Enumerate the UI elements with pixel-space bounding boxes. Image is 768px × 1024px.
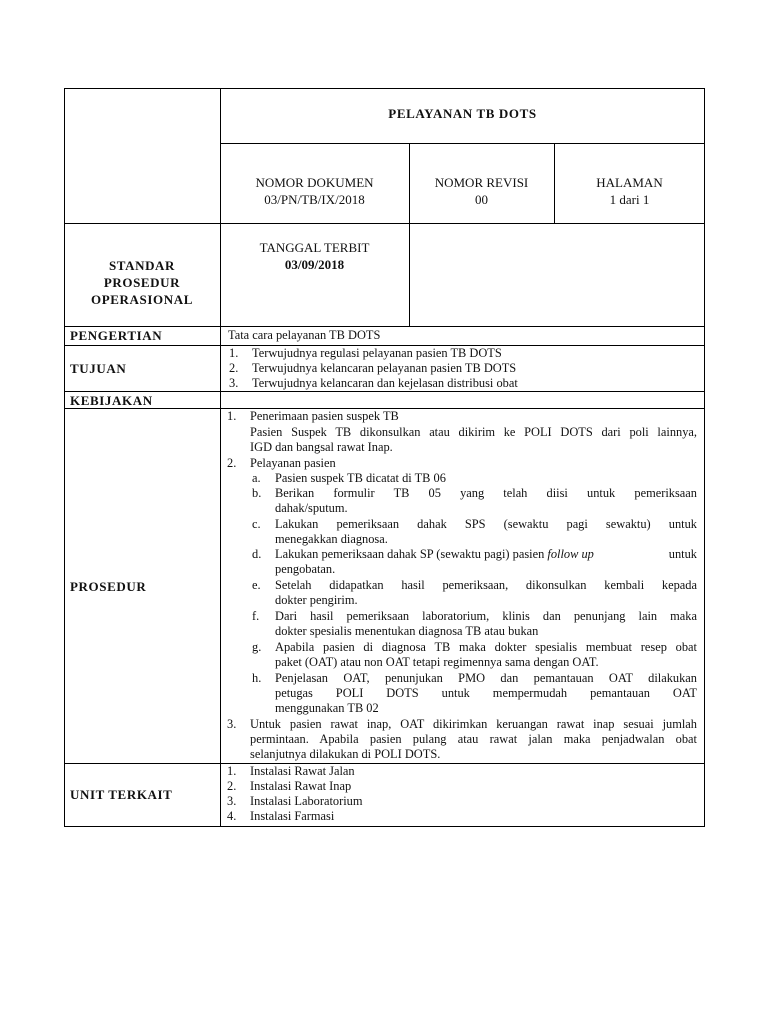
- sub-letter: e.: [252, 578, 261, 592]
- table-border-top: [64, 88, 705, 89]
- prosedur-step-2-title: Pelayanan pasien: [250, 456, 336, 470]
- list-number: 1.: [229, 346, 239, 360]
- prosedur-item-c: menegakkan diagnosa.: [275, 532, 388, 546]
- table-border-left: [64, 88, 65, 827]
- pengertian-label: PENGERTIAN: [70, 328, 163, 343]
- prosedur-item-d-text: untuk: [668, 547, 697, 561]
- title-divider: [220, 143, 705, 144]
- prosedur-step-1-body: IGD dan bangsal rawat Inap.: [250, 440, 393, 454]
- prosedur-item-b: dahak/sputum.: [275, 501, 348, 515]
- tujuan-item: Terwujudnya kelancaran dan kejelasan distribusi obat: [252, 376, 518, 390]
- list-number: 2.: [227, 456, 237, 470]
- unit-terkait-item: Instalasi Rawat Jalan: [250, 764, 355, 778]
- sop-title-line-1: STANDAR: [108, 258, 176, 273]
- prosedur-item-d-text: Lakukan pemeriksaan dahak SP (sewaktu pagi) pasien: [275, 547, 545, 561]
- prosedur-item-f: dokter spesialis menentukan diagnosa TB atau bukan: [275, 624, 539, 638]
- list-number: 3.: [227, 717, 237, 731]
- list-number: 1.: [227, 764, 237, 778]
- prosedur-item-e: dokter pengirim.: [275, 593, 358, 607]
- halaman-label: HALAMAN: [596, 175, 663, 190]
- list-number: 1.: [227, 409, 237, 423]
- list-number: 2.: [227, 779, 237, 793]
- sop-title-line-2: PROSEDUR: [103, 275, 181, 290]
- sub-letter: a.: [252, 471, 261, 485]
- sub-letter: h.: [252, 671, 262, 685]
- prosedur-item-g: paket (OAT) atau non OAT tetapi regimennya sama dengan OAT.: [275, 655, 599, 669]
- sop-title-line-3: OPERASIONAL: [91, 292, 193, 307]
- prosedur-divider: [64, 763, 705, 764]
- unit-terkait-item: Instalasi Laboratorium: [250, 794, 363, 808]
- prosedur-item-d: pengobatan.: [275, 562, 336, 576]
- prosedur-item-b: Berikan formulir TB 05 yang telah diisi untuk pemeriksaan: [275, 486, 697, 500]
- tujuan-label: TUJUAN: [70, 361, 127, 376]
- list-number: 3.: [229, 376, 239, 390]
- unit-terkait-item: Instalasi Farmasi: [250, 809, 335, 823]
- tujuan-item: Terwujudnya regulasi pelayanan pasien TB DOTS: [252, 346, 502, 360]
- kebijakan-label: KEBIJAKAN: [70, 393, 153, 408]
- prosedur-item-h: petugas POLI DOTS untuk mempermudah pemantauan OAT: [275, 686, 697, 700]
- nomor-revisi-value: 00: [475, 192, 488, 207]
- halaman-value: 1 dari 1: [609, 192, 650, 207]
- list-number: 3.: [227, 794, 237, 808]
- list-number: 4.: [227, 809, 237, 823]
- prosedur-item-e: Setelah didapatkan hasil pemeriksaan, dikonsulkan kembali kepada: [275, 578, 697, 592]
- nomor-dokumen-value: 03/PN/TB/IX/2018: [264, 192, 365, 207]
- prosedur-step-1-title: Penerimaan pasien suspek TB: [250, 409, 399, 423]
- tanggal-terbit-value: 03/09/2018: [284, 257, 345, 272]
- prosedur-item-h: menggunakan TB 02: [275, 701, 379, 715]
- list-number: 2.: [229, 361, 239, 375]
- table-border-bottom: [64, 826, 705, 827]
- header-col-divider-1: [409, 143, 410, 326]
- sub-letter: c.: [252, 517, 261, 531]
- sub-letter: f.: [252, 609, 260, 623]
- tujuan-item: Terwujudnya kelancaran pelayanan pasien TB DOTS: [252, 361, 517, 375]
- prosedur-step-1-body: Pasien Suspek TB dikonsulkan atau dikirim ke POLI DOTS dari poli lainnya,: [250, 425, 697, 439]
- prosedur-item-c: Lakukan pemeriksaan dahak SPS (sewaktu pagi sewaktu) untuk: [275, 517, 697, 531]
- prosedur-label: PROSEDUR: [70, 579, 147, 594]
- tujuan-divider: [64, 391, 705, 392]
- nomor-dokumen-label: NOMOR DOKUMEN: [255, 175, 374, 190]
- prosedur-step-3: Untuk pasien rawat inap, OAT dikirimkan keruangan rawat inap sesuai jumlah: [250, 717, 697, 731]
- tanggal-terbit-label: TANGGAL TERBIT: [259, 240, 370, 255]
- sub-letter: g.: [252, 640, 262, 654]
- pengertian-text: Tata cara pelayanan TB DOTS: [228, 328, 381, 342]
- unit-terkait-item: Instalasi Rawat Inap: [250, 779, 352, 793]
- sub-letter: b.: [252, 486, 262, 500]
- prosedur-item-g: Apabila pasien di diagnosa TB maka dokter spesialis membuat resep obat: [275, 640, 697, 654]
- prosedur-item-a: Pasien suspek TB dicatat di TB 06: [275, 471, 446, 485]
- unit-terkait-label: UNIT TERKAIT: [70, 787, 173, 802]
- prosedur-item-d: [275, 547, 697, 562]
- prosedur-item-d-italic: follow up: [547, 547, 594, 561]
- prosedur-item-h: Penjelasan OAT, penunjukan PMO dan pemantauan OAT dilakukan: [275, 671, 697, 685]
- nomor-revisi-label: NOMOR REVISI: [434, 175, 529, 190]
- prosedur-item-f: Dari hasil pemeriksaan laboratorium, klinis dan penunjang lain maka: [275, 609, 697, 623]
- prosedur-step-3: permintaan. Apabila pasien pulang atau rawat jalan maka penjadwalan obat: [250, 732, 697, 746]
- sop-row-divider: [64, 326, 705, 327]
- prosedur-step-3: selanjutnya dilakukan di POLI DOTS.: [250, 747, 441, 761]
- sub-letter: d.: [252, 547, 262, 561]
- document-title: PELAYANAN TB DOTS: [388, 106, 537, 121]
- header-row-divider: [64, 223, 705, 224]
